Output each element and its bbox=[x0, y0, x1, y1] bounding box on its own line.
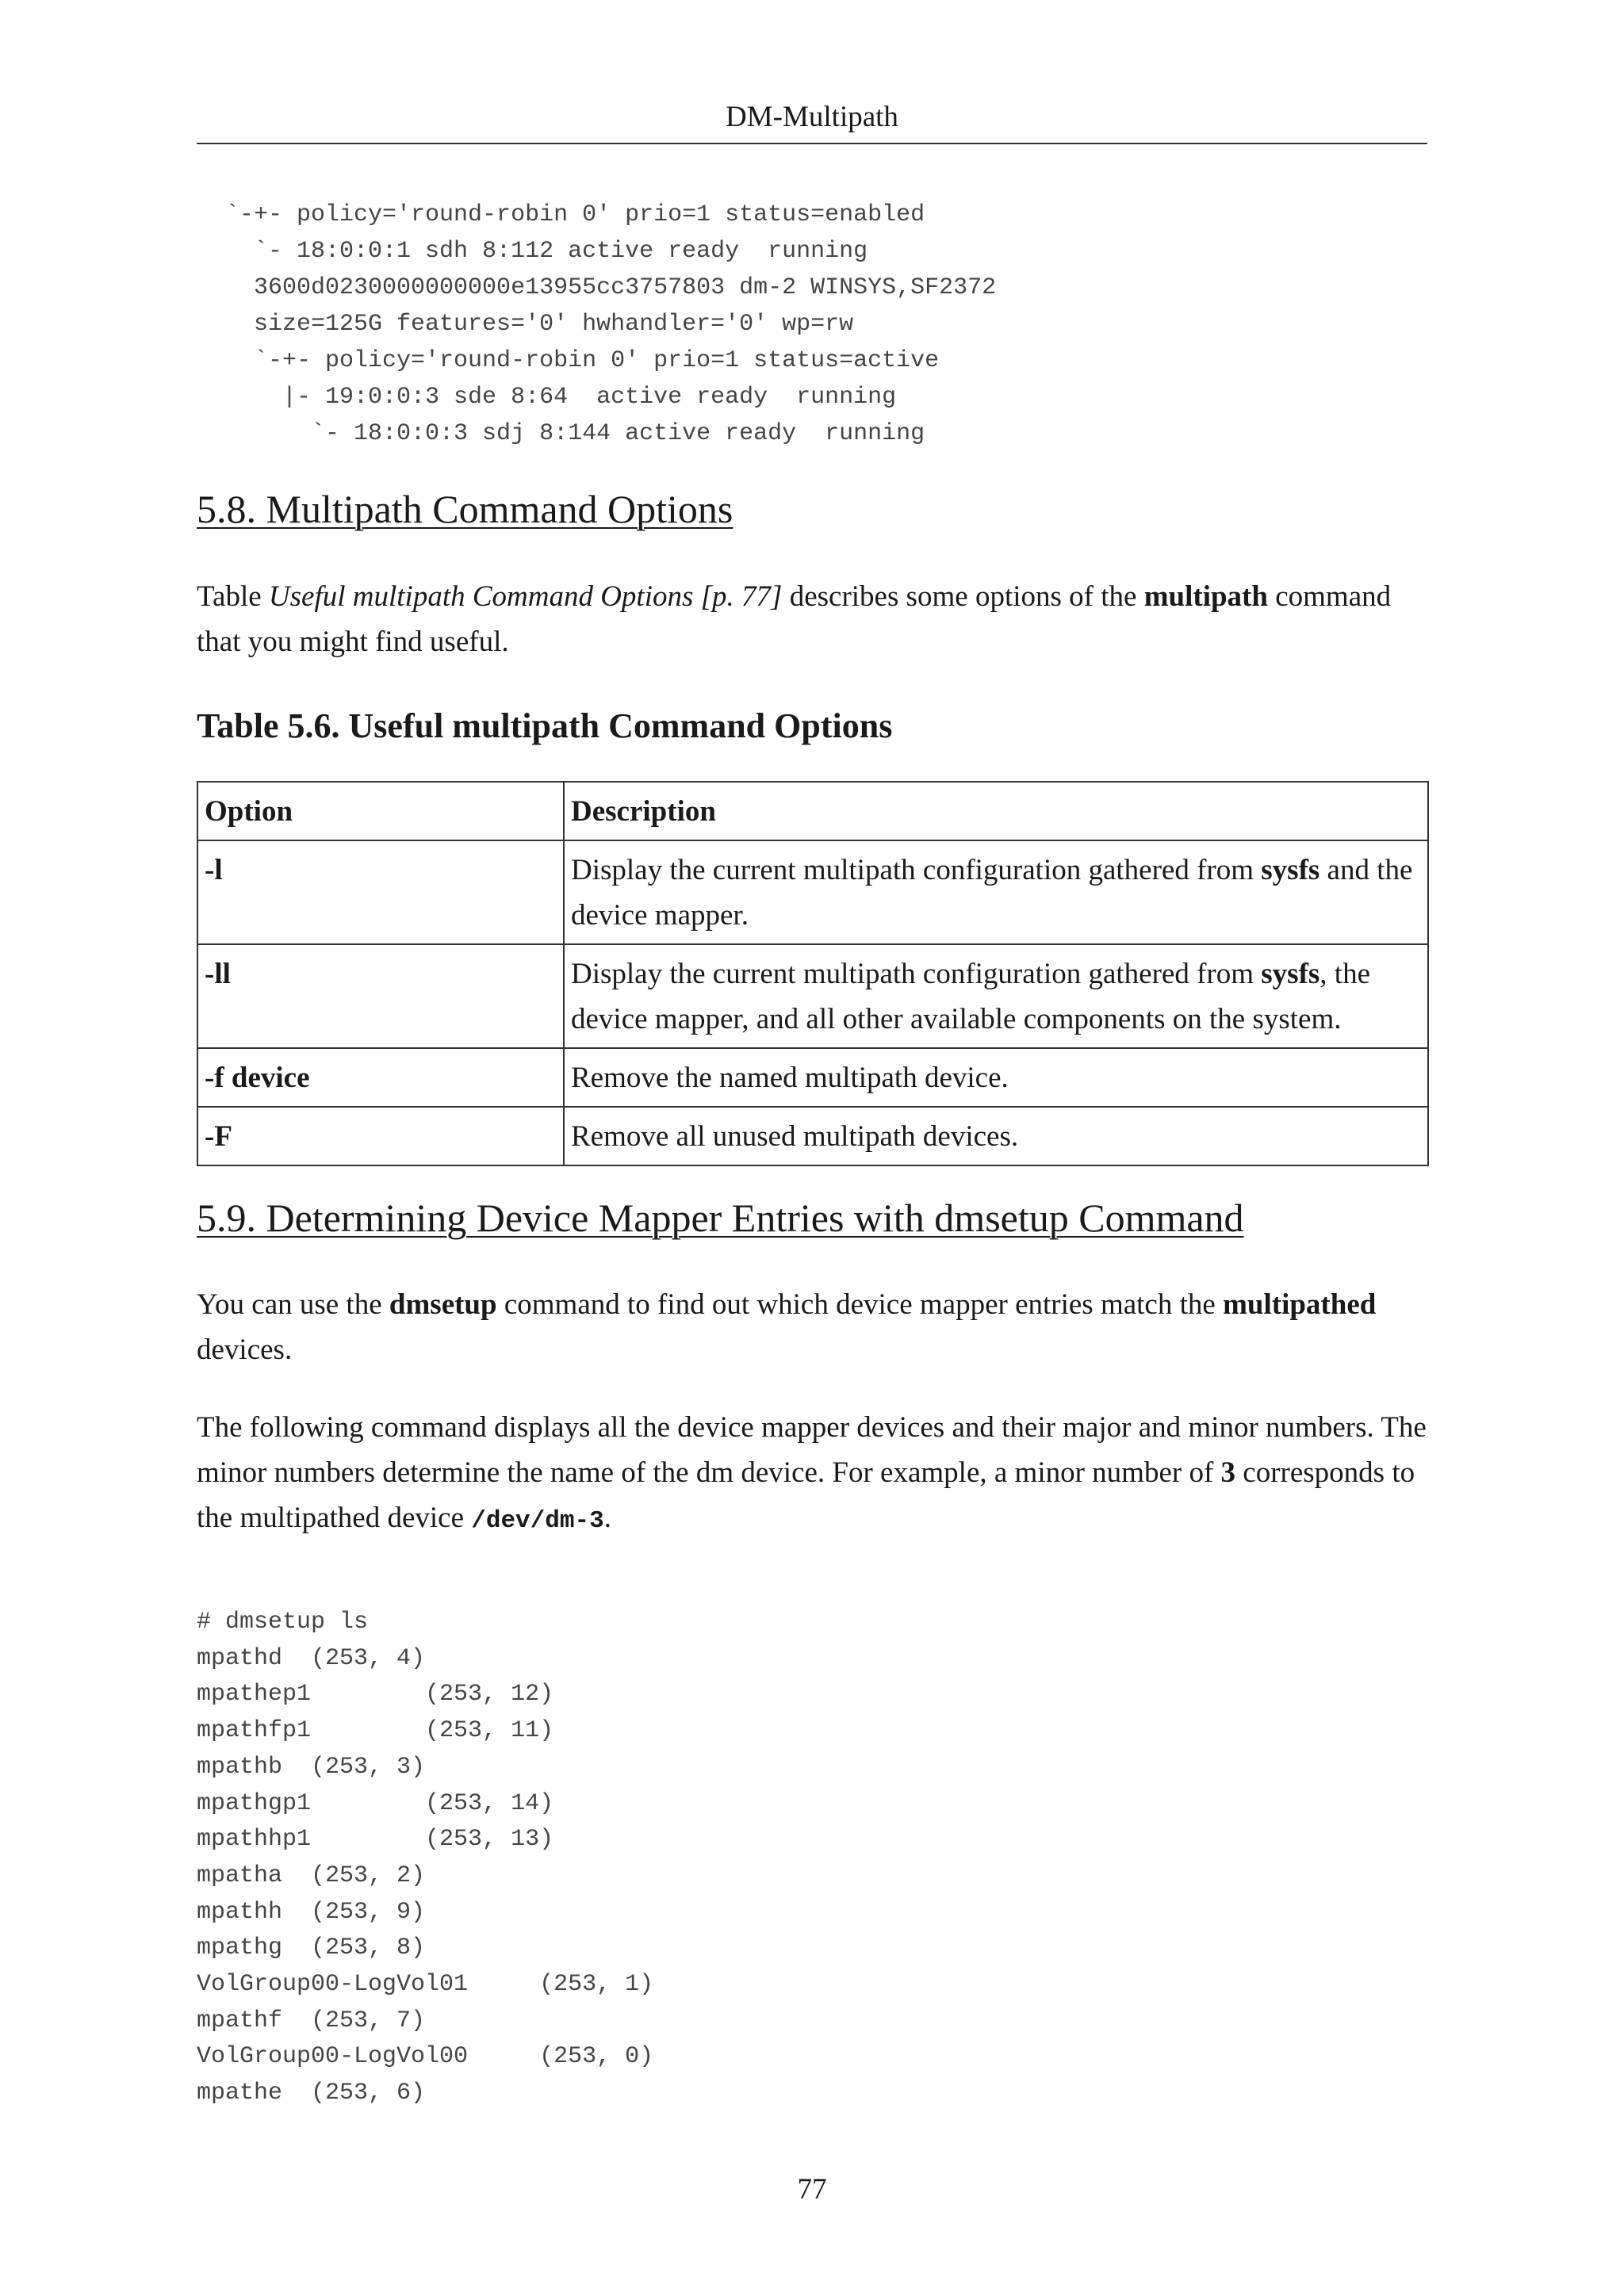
text: Table bbox=[197, 580, 269, 613]
bold-term-multipathed: multipathed bbox=[1223, 1288, 1377, 1321]
text: corresponds to the multipathed device bbox=[197, 1456, 1415, 1534]
description-cell bbox=[564, 944, 1428, 1048]
text: devices. bbox=[197, 1334, 293, 1366]
table-row bbox=[197, 1048, 1428, 1107]
text: , the device mapper, and all other available components on the system. bbox=[571, 958, 1370, 1035]
page-number: 77 bbox=[797, 2173, 827, 2206]
table-row bbox=[197, 1107, 1428, 1165]
text: Display the current multipath configuration gathered from bbox=[571, 854, 1262, 886]
text: describes some options of the bbox=[782, 580, 1144, 613]
text: The following command displays all the device mapper devices and their major and minor numbers. The minor numbers determine the name of the dm device. For example, a minor number of bbox=[197, 1411, 1427, 1489]
option-cell: -ll bbox=[197, 944, 564, 1048]
code-block-dmsetup-ls: # dmsetup ls mpathd (253, 4) mpathep1 (253, 12) mpathfp1 (253, 11) mpathb (253, 3) mpathgp1 (253, 14) mpathhp1 (253, 13) mpatha (253, 2) mpathh (253, 9) mpathg (253, 8) VolGroup00-LogVol01 (253, 1) mpathf (253, 7) VolGroup00-LogVol00 (253, 0) mpathe (253, 6) bbox=[197, 1609, 654, 2107]
bold-number: 3 bbox=[1220, 1456, 1236, 1489]
table-cross-reference[interactable]: Useful multipath Command Options [p. 77] bbox=[268, 580, 783, 613]
text: command that you might find useful. bbox=[197, 580, 1392, 658]
inline-code-device-path: /dev/dm-3 bbox=[471, 1507, 604, 1535]
section-title-5-9[interactable]: 5.9. Determining Device Mapper Entries with dmsetup Command bbox=[197, 1196, 1244, 1240]
bold-term: sysfs bbox=[1261, 854, 1320, 886]
text: . bbox=[603, 1502, 611, 1534]
table-title: Table 5.6. Useful multipath Command Options bbox=[197, 706, 893, 745]
paragraph-dmsetup-intro bbox=[197, 1282, 1434, 1372]
bold-command-dmsetup: dmsetup bbox=[389, 1288, 497, 1321]
table-row bbox=[197, 840, 1428, 944]
column-header-description: Description bbox=[564, 782, 1428, 840]
text: and the device mapper. bbox=[571, 854, 1413, 932]
column-header-option: Option bbox=[197, 782, 564, 840]
text: You can use the bbox=[197, 1288, 389, 1321]
option-cell: -l bbox=[197, 840, 564, 944]
running-header: DM-Multipath bbox=[726, 101, 898, 133]
code-block-multipath-output: `-+- policy='round-robin 0' prio=1 status=enabled `- 18:0:0:1 sdh 8:112 active ready running 3600d0230000000000e13955cc3757803 dm-2 WINSYS,SF2372 size=125G features='0' hwhandler='0' wp=rw `-+- policy='round-robin 0' prio=1 status=active |- 19:0:0:3 sde 8:64 active ready running `- 18:0:0:3 sdj 8:144 active ready running bbox=[225, 201, 997, 447]
text: command to find out which device mapper entries match the bbox=[496, 1288, 1224, 1321]
table-header-row bbox=[197, 782, 1428, 840]
options-table bbox=[197, 781, 1429, 1166]
description-cell bbox=[564, 840, 1428, 944]
option-cell: -f device bbox=[197, 1048, 564, 1107]
header-rule bbox=[197, 143, 1427, 144]
bold-term: sysfs bbox=[1261, 958, 1320, 990]
paragraph-minor-numbers bbox=[197, 1405, 1434, 1544]
text: Display the current multipath configuration gathered from bbox=[571, 958, 1262, 990]
paragraph-table-intro bbox=[197, 574, 1434, 664]
bold-command-multipath: multipath bbox=[1143, 580, 1268, 613]
table-row bbox=[197, 944, 1428, 1048]
description-cell: Remove the named multipath device. bbox=[564, 1048, 1428, 1107]
section-title-5-8[interactable]: 5.8. Multipath Command Options bbox=[197, 487, 733, 531]
option-cell: -F bbox=[197, 1107, 564, 1165]
description-cell: Remove all unused multipath devices. bbox=[564, 1107, 1428, 1165]
